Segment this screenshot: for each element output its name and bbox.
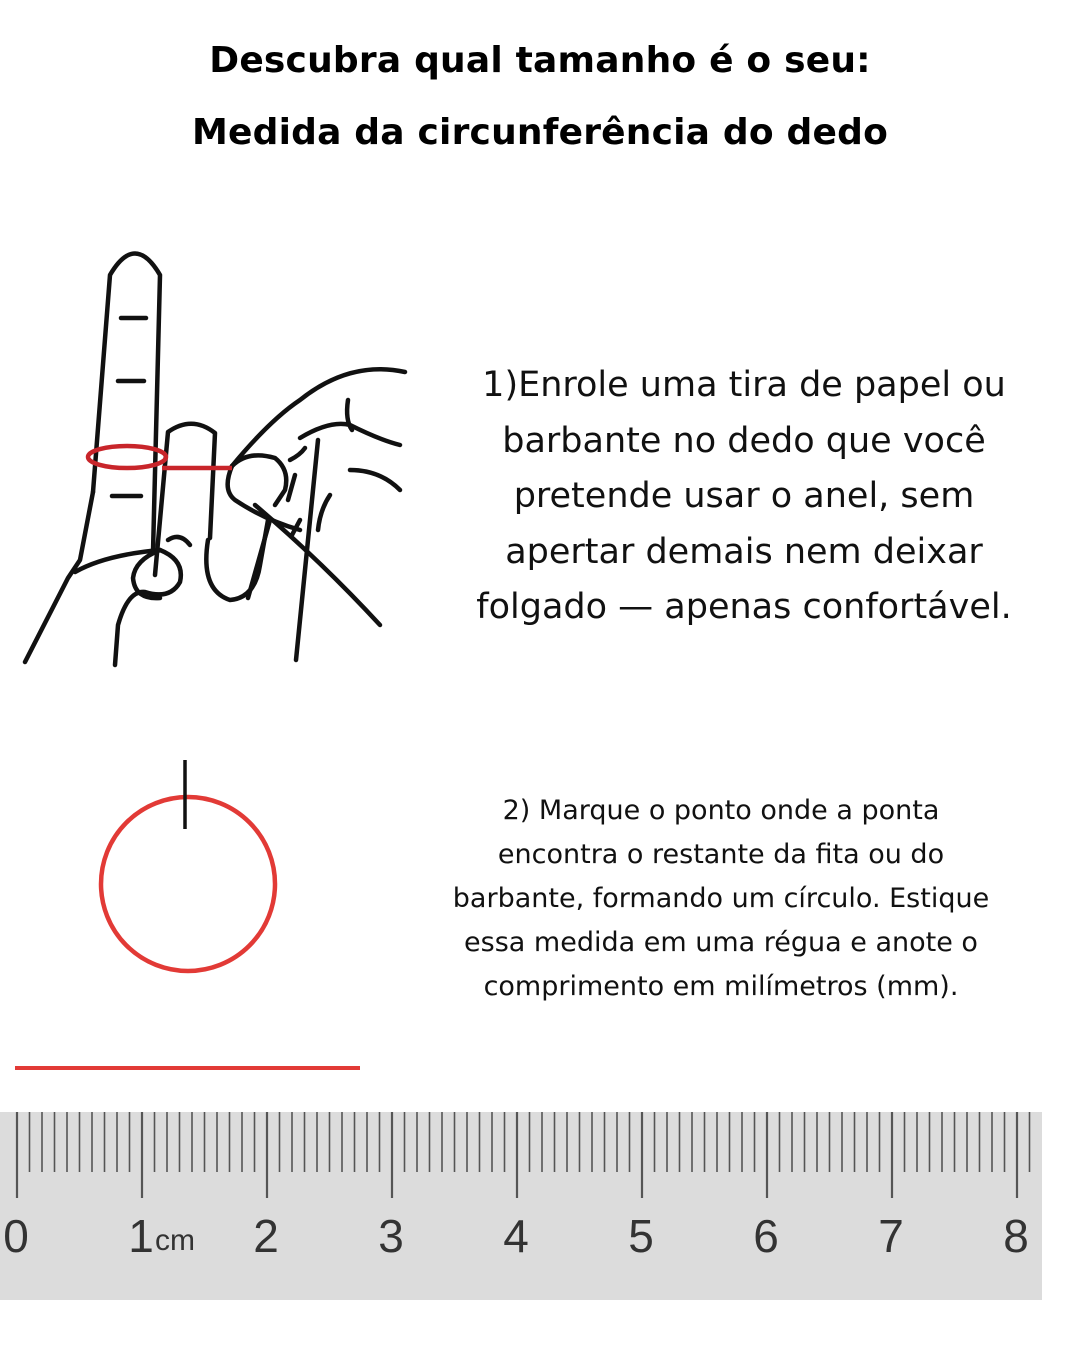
page-title-line-2: Medida da circunferência do dedo bbox=[191, 112, 889, 153]
hand-outline bbox=[25, 254, 405, 666]
ruler-label-8: 8 bbox=[1003, 1210, 1029, 1262]
ruler bbox=[0, 1112, 1045, 1302]
string-circle bbox=[101, 797, 275, 971]
step-2-instruction: 2) Marque o ponto onde a ponta encontra o restante da fita ou do barbante, formando um círculo. Estique essa medida em uma régua e anote o comprimento em milímetros (mm). bbox=[452, 795, 990, 1002]
ruler-body bbox=[0, 1112, 1042, 1300]
ruler-label-1: 1 bbox=[128, 1210, 154, 1262]
ruler-unit: cm bbox=[155, 1224, 195, 1257]
page-title-line-1: Descubra qual tamanho é o seu: bbox=[209, 40, 871, 81]
string-circle-icon bbox=[90, 755, 290, 980]
ruler-label-6: 6 bbox=[753, 1210, 779, 1262]
ruler-label-5: 5 bbox=[628, 1210, 654, 1262]
straightened-string-icon bbox=[15, 1066, 360, 1070]
hand-measuring-finger-icon bbox=[0, 230, 420, 680]
finger-string-icon bbox=[88, 446, 232, 468]
ruler-label-0: 0 bbox=[3, 1210, 29, 1262]
ruler-label-2: 2 bbox=[253, 1210, 279, 1262]
ruler-label-4: 4 bbox=[503, 1210, 529, 1262]
ruler-label-7: 7 bbox=[878, 1210, 904, 1262]
step-1-instruction: 1)Enrole uma tira de papel ou barbante no dedo que você pretende usar o anel, sem apertar demais nem deixar folgado — apenas confortável. bbox=[476, 365, 1012, 627]
ruler-label-3: 3 bbox=[378, 1210, 404, 1262]
